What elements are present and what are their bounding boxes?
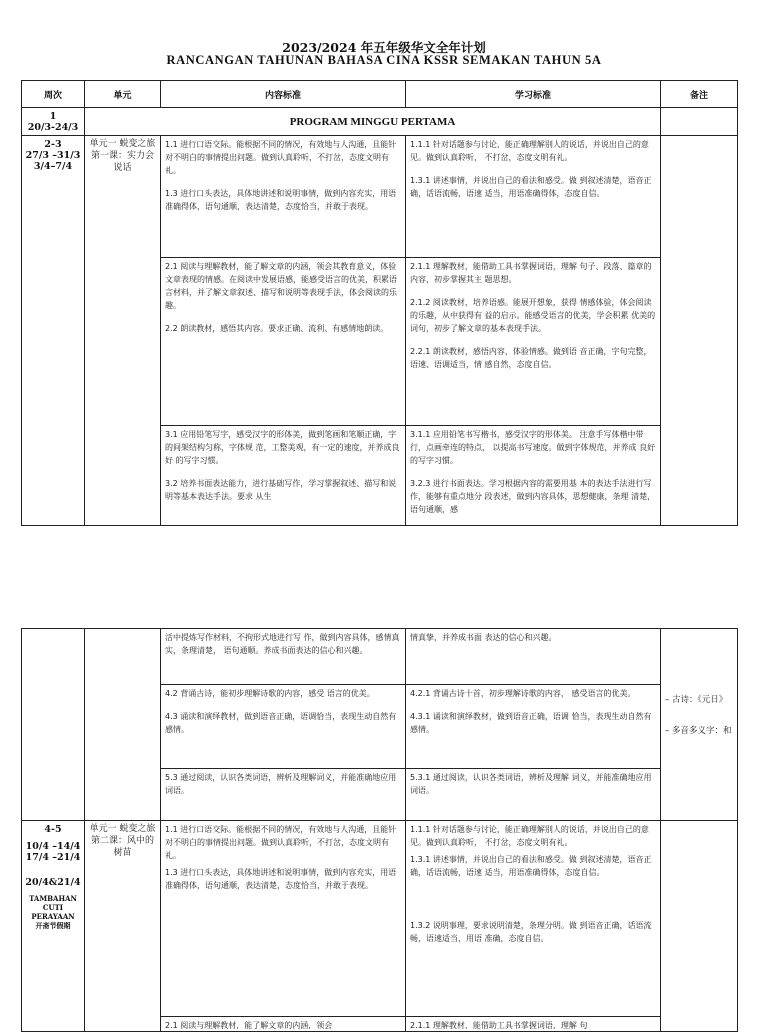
learning-standard-cell <box>406 1017 661 1032</box>
content-item: 3.1 应用铅笔写字，感受汉字的形体美，做到笔画和笔顺正确，字的间架结构匀称，字体规 范，工整美观，有一定的速度，并养成良好 的写字习惯。 <box>165 430 400 465</box>
content-item: 4.2 背诵古诗，能初步理解诗歌的内容，感受 语言的优美。 <box>165 689 375 698</box>
notes-cell <box>661 821 738 1032</box>
content-standard-cell <box>161 1017 406 1032</box>
header-week: 周次 <box>22 81 85 108</box>
content-standard-cell <box>161 769 406 821</box>
learning-item: 1.1.1 针对话题参与讨论，能正确理解别人的说话，并说出自己的意见。做到认真聆听， 不打岔，态度文明有礼。 <box>410 825 649 847</box>
table-row-week45 <box>22 821 738 1017</box>
learning-item: 4.3.1 诵读和演绎教材，做到语音正确，语调 恰当，表现生动自然有感情。 <box>410 712 652 734</box>
holiday-label-cn: 开斋节假期 <box>35 921 71 930</box>
content-standard-cell <box>161 136 406 258</box>
holiday-dates: 20/4&21/4 <box>25 877 81 888</box>
learning-item: 1.1.1 针对话题参与讨论，能正确理解别人的说话，并说出自己的意见。做到认真聆听， 不打岔，态度文明有礼。 <box>410 140 649 162</box>
content-item: 2.1 阅读与理解教材，能了解文章的内涵，领会其教育意义，体验文章表现的情感。在阅读中发展语感，能感受语言的优美，积累语言材料，并了解文章叙述、描写和说明等表现手法，体会阅读的乐趣。 <box>165 262 397 310</box>
unit-label: 单元一 蜕变之旅 第二课：风中的树苗 <box>89 824 156 858</box>
notes-cell <box>661 629 738 821</box>
header-notes: 备注 <box>661 81 738 108</box>
content-item: 1.3 进行口头表达，具体地讲述和说明事情，做到内容充实，用语准确得体，语句通顺，表达清楚，态度恰当，并敢于表现。 <box>165 189 397 211</box>
learning-item: 5.3.1 通过阅读，认识各类词语，辨析及理解 词义，并能准确地应用词语。 <box>410 773 652 795</box>
learning-standard-cell <box>406 258 661 426</box>
week-dates: 27/3 –31/3 <box>25 150 81 161</box>
table-header-row <box>22 81 738 108</box>
header-learning-standard: 学习标准 <box>406 81 661 108</box>
learning-item: 1.3.1 讲述事情，并说出自己的看法和感受。做 到叙述清楚，语音正确，话语流畅，语速 适当，用语准确得体，态度自信。 <box>410 855 652 877</box>
table-row-week23-a <box>22 136 738 258</box>
content-standard-cell <box>161 258 406 426</box>
content-item: 2.2 朗读教材，感悟其内容。要求正确、流利、有感情地朗读。 <box>165 324 389 333</box>
header-content-standard: 内容标准 <box>161 81 406 108</box>
notes-cell <box>661 108 738 136</box>
learning-standard-cell <box>406 821 661 1017</box>
learning-item: 1.3.2 说明事理，要求说明清楚，条理分明。做 到语音正确，话语流畅，语速适当，用语 准确，态度自信。 <box>410 921 652 943</box>
learning-item: 3.2.3 进行书面表达。学习根据内容的需要用基 本的表达手法进行写作，能够有重点地分 段表述，做到内容具体，思想健康，条理 清楚，语句通顺，感 <box>410 479 656 514</box>
week-cell <box>22 108 85 136</box>
learning-item: 1.3.1 讲述事情，并说出自己的看法和感受。做 到叙述清楚，语音正确，话语流畅，语速 适当，用语准确得体，态度自信。 <box>410 176 652 198</box>
content-item: 2.1 阅读与理解教材，能了解文章的内涵，领会 <box>165 1021 333 1029</box>
learning-item: 2.1.2 阅读教材，培养语感。能展开想象，获得 情感体验，体会阅读的乐趣，从中获得有 益的启示。能感受语言的优美，学会积累 优美的词句，初步了解文章的基本表现手法。 <box>410 298 656 333</box>
unit-cell <box>85 136 161 526</box>
unit-cell <box>85 629 161 821</box>
learning-item: 2.2.1 朗读教材，感悟内容，体验情感。做到语 音正确，字句完整，语速、语调适当，情 感自然，态度自信。 <box>410 347 652 369</box>
learning-standard-cell <box>406 136 661 258</box>
notes-cell <box>661 136 738 526</box>
content-item: 1.3 进行口头表达，具体地讲述和说明事情，做到内容充实，用语准确得体，语句通顺，表达清楚，态度恰当，并敢于表现。 <box>165 868 397 890</box>
learning-standard-cell <box>406 685 661 769</box>
program-first-week: PROGRAM MINGGU PERTAMA <box>85 108 661 136</box>
content-item: 1.1 进行口语交际。能根据不同的情况，有效地与人沟通，且能针对不明白的事情提出问题。做到认真聆听，不打岔，态度文明有礼。 <box>165 140 397 175</box>
week-cell <box>22 821 85 1032</box>
week-number: 2-3 <box>44 139 62 150</box>
content-item: 活中提炼写作材料，不拘形式地进行写 作，做到内容具体，感情真实，条理清楚， 语句通顺。养成书面表达的信心和兴趣。 <box>165 633 400 655</box>
week-number: 1 <box>49 111 57 122</box>
week-dates: 3/4–7/4 <box>33 161 73 172</box>
content-standard-cell <box>161 629 406 685</box>
week-number: 4-5 <box>44 824 62 835</box>
learning-standard-cell <box>406 629 661 685</box>
content-item: 5.3 通过阅读，认识各类词语，辨析及理解词义，并能准确地应用词语。 <box>165 773 397 795</box>
content-item: 4.3 诵读和演绎教材，做到语音正确，语调恰当，表现生动自然有感情。 <box>165 712 397 734</box>
page-title-chinese: 2023/2024 年五年级华文全年计划 <box>282 40 486 55</box>
note-item: – 古诗：《元日》 <box>665 694 728 705</box>
week-dates: 10/4 –14/4 <box>25 841 81 852</box>
holiday-label: TAMBAHAN CUTI PERAYAAN <box>29 894 77 921</box>
learning-standard-cell <box>406 769 661 821</box>
week-cell <box>22 629 85 821</box>
note-item: – 多音多义字：和 <box>665 725 732 736</box>
learning-item: 2.1.1 理解教材，能借助工具书掌握词语，理解 句子、段落、篇章的内容，初步掌握其主 题思想。 <box>410 262 652 284</box>
learning-item: 2.1.1 理解教材，能借助工具书掌握词语，理解 句 <box>410 1021 588 1029</box>
plan-table-page2 <box>21 628 738 1032</box>
week-cell <box>22 136 85 526</box>
learning-item: 情真挚，并养成书面 表达的信心和兴趣。 <box>410 633 557 642</box>
content-item: 1.1 进行口语交际。能根据不同的情况，有效地与人沟通，且能针对不明白的事情提出问题。做到认真聆听，不打岔，态度文明有礼。 <box>165 825 397 860</box>
learning-item: 4.2.1 背诵古诗十首，初步理解诗歌的内容， 感受语言的优美。 <box>410 689 636 698</box>
content-standard-cell <box>161 426 406 526</box>
content-standard-cell <box>161 821 406 1017</box>
table-row-week1 <box>22 108 738 136</box>
page-title-malay: RANCANGAN TAHUNAN BAHASA CINA KSSR SEMAKAN TAHUN 5A <box>166 53 602 67</box>
learning-item: 3.1.1 应用铅笔书写楷书，感受汉字的形体美。 注意手写体楷中带行，点画牵连的特点， 以提高书写速度。做到字体规范，并养成 良好的写字习惯。 <box>410 430 656 465</box>
plan-table-page1 <box>21 80 738 526</box>
header-unit: 单元 <box>85 81 161 108</box>
learning-standard-cell <box>406 426 661 526</box>
unit-label: 单元一 蜕变之旅 第一课：实力会说话 <box>89 139 156 173</box>
content-standard-cell <box>161 685 406 769</box>
week-dates: 20/3-24/3 <box>27 122 79 133</box>
content-item: 3.2 培养书面表达能力，进行基础写作，学习掌握叙述、描写和说明等基本表达手法。要求 从生 <box>165 479 397 501</box>
week-dates: 17/4 –21/4 <box>25 852 81 863</box>
table-row-cont-a <box>22 629 738 685</box>
unit-cell <box>85 821 161 1032</box>
